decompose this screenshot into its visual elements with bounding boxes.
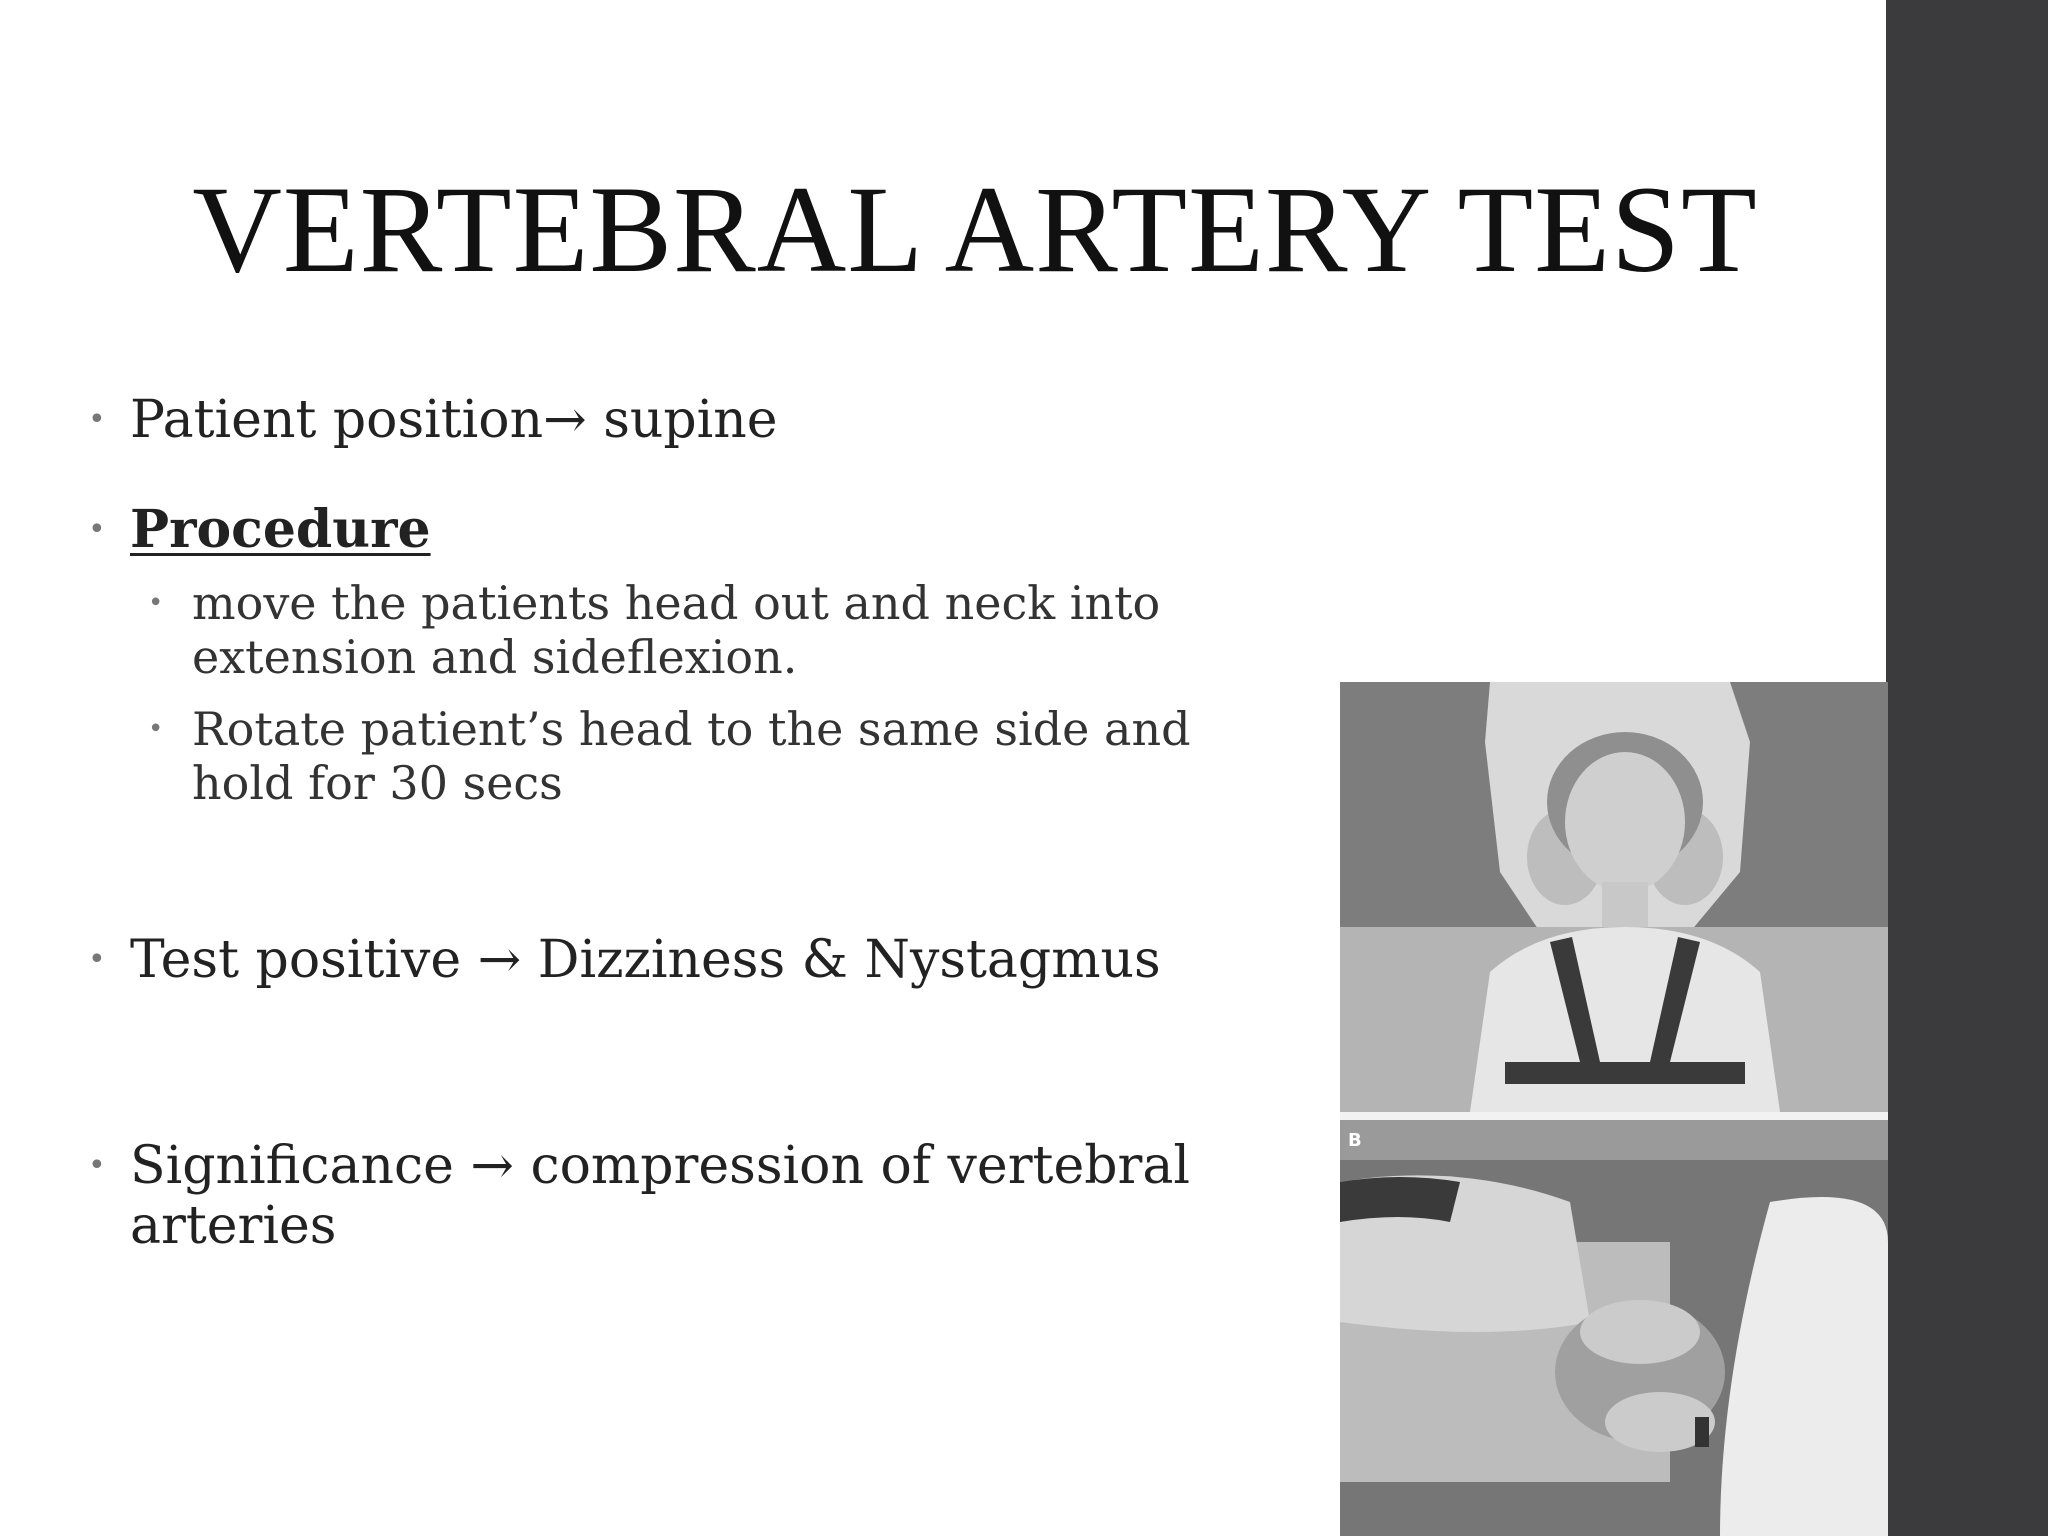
patient-neck-shape — [1602, 882, 1648, 932]
step-line: hold for 30 secs — [192, 756, 563, 810]
photo-illustration — [1340, 682, 1888, 1536]
examiner-hand-upper-shape — [1580, 1300, 1700, 1364]
bullet-test-positive — [88, 930, 1161, 990]
bullet-procedure — [88, 500, 431, 560]
sub-bullet-dot-icon: • — [148, 588, 164, 618]
bullet-text — [130, 1136, 1190, 1256]
bullet-dot-icon: • — [88, 1148, 106, 1183]
bullet-text: Patient position→ supine — [130, 390, 778, 450]
bullet-dot-icon: • — [88, 942, 106, 977]
step-line: Rotate patient’s head to the same side and — [192, 702, 1191, 756]
patient-face-shape — [1565, 752, 1685, 892]
bullet-significance — [88, 1136, 1190, 1256]
panel-divider — [1340, 1112, 1888, 1120]
bullet-patient-position — [88, 390, 778, 450]
wrist-watch-shape — [1695, 1417, 1709, 1447]
bullet-dot-icon: • — [88, 402, 106, 437]
significance-line: arteries — [130, 1196, 337, 1256]
bullet-text: Test positive → Dizziness & Nystagmus — [130, 930, 1161, 990]
vertebral-artery-test-photo — [1340, 682, 1888, 1536]
significance-line: Significance → compression of vertebral — [130, 1136, 1191, 1196]
step-line: move the patients head out and neck into — [192, 576, 1161, 630]
patient-chest-shape — [1470, 927, 1780, 1112]
slide-title: VERTEBRAL ARTERY TEST — [192, 161, 1758, 298]
top-band-shape — [1505, 1062, 1745, 1084]
side-accent-bar — [1886, 0, 2048, 1536]
step-line: extension and sideflexion. — [192, 630, 798, 684]
sub-bullet-dot-icon: • — [148, 714, 164, 744]
procedure-step-1 — [148, 576, 1160, 684]
table-edge-shape — [1340, 1120, 1888, 1160]
patient-top-shape — [1340, 1177, 1460, 1222]
procedure-heading: Procedure — [130, 499, 431, 560]
procedure-step-2 — [148, 702, 1191, 810]
bullet-dot-icon: • — [88, 512, 106, 547]
panel-b-label: B — [1348, 1130, 1362, 1151]
